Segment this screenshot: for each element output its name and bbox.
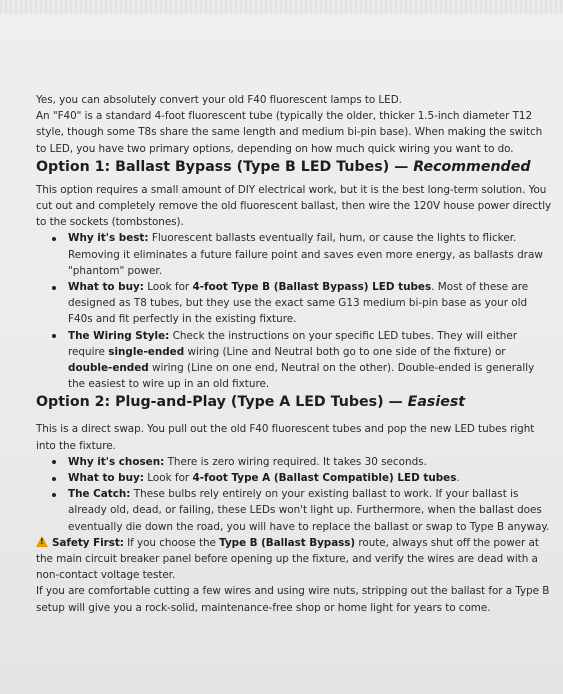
option-1-heading-text: Option 1: Ballast Bypass (Type B LED Tubes) —	[36, 158, 409, 175]
intro-line-1: Yes, you can absolutely convert your old F40 fluorescent lamps to LED.	[36, 94, 402, 106]
option-1-bullet-buy: What to buy: Look for 4-foot Type B (Ballast Bypass) LED tubes. Most of these are designed as T8 tubes, but they use the exact same G13 medium bi-pin base as your old F40s and fit perfectly in the existing fixture.	[68, 279, 553, 328]
intro-paragraph: An "F40" is a standard 4-foot fluorescent tube (typically the older, thicker 1.5-inch diameter T12 style, though some T8s share the same length and medium bi-pin base). When making the switch to LED, you have two primary options, depending on how much quick wiring you want to do.	[36, 110, 543, 155]
option-2-bullet-buy: What to buy: Look for 4-foot Type A (Ballast Compatible) LED tubes.	[68, 470, 553, 486]
option-1-heading	[36, 157, 553, 177]
closing-paragraph: If you are comfortable cutting a few wires and using wire nuts, stripping out the ballast for a Type B setup will give you a rock-solid, maintenance-free shop or home light for years to come.	[36, 585, 550, 614]
option-2-heading	[36, 392, 553, 412]
safety-note: !Safety First: If you choose the Type B (Ballast Bypass) route, always shut off the power at the main circuit breaker panel before opening up the fixture, and verify the wires are dead with a non-contact voltage tester.	[36, 535, 553, 584]
warning-icon	[36, 536, 48, 547]
option-1-bullet-why: Why it's best: Fluorescent ballasts eventually fail, hum, or cause the lights to flicker. Removing it eliminates a future failure point and saves even more energy, as ballasts draw "phantom" power.	[68, 230, 553, 279]
option-2-bullet-why: Why it's chosen: There is zero wiring required. It takes 30 seconds.	[68, 454, 553, 470]
option-2-bullet-catch: The Catch: These bulbs rely entirely on your existing ballast to work. If your ballast is already old, dead, or failing, these LEDs won't light up. Furthermore, when the ballast does eventually die down the road, you will have to replace the ballast or swap to Type B anyway.	[68, 486, 553, 535]
option-1-description: This option requires a small amount of DIY electrical work, but it is the best long-term solution. You cut out and completely remove the old fluorescent ballast, then wire the 120V house power directly to the sockets (tombstones).	[36, 183, 552, 229]
option-1-list	[36, 230, 553, 392]
option-2-list	[36, 454, 553, 535]
option-1-bullet-wiring: The Wiring Style: Check the instructions on your specific LED tubes. They will either require single-ended wiring (Line and Neutral both go to one side of the fixture) or double-ended wiring (Line on one end, Neutral on the other). Double-ended is generally the easiest to wire up in an old fixture.	[68, 328, 553, 393]
option-1-heading-tag: Recommended	[413, 158, 531, 175]
option-2-heading-text: Option 2: Plug-and-Play (Type A LED Tubes) —	[36, 394, 403, 411]
option-2-heading-tag: Easiest	[407, 394, 466, 411]
option-2-description: This is a direct swap. You pull out the old F40 fluorescent tubes and pop the new LED tubes right into the fixture.	[36, 423, 535, 452]
